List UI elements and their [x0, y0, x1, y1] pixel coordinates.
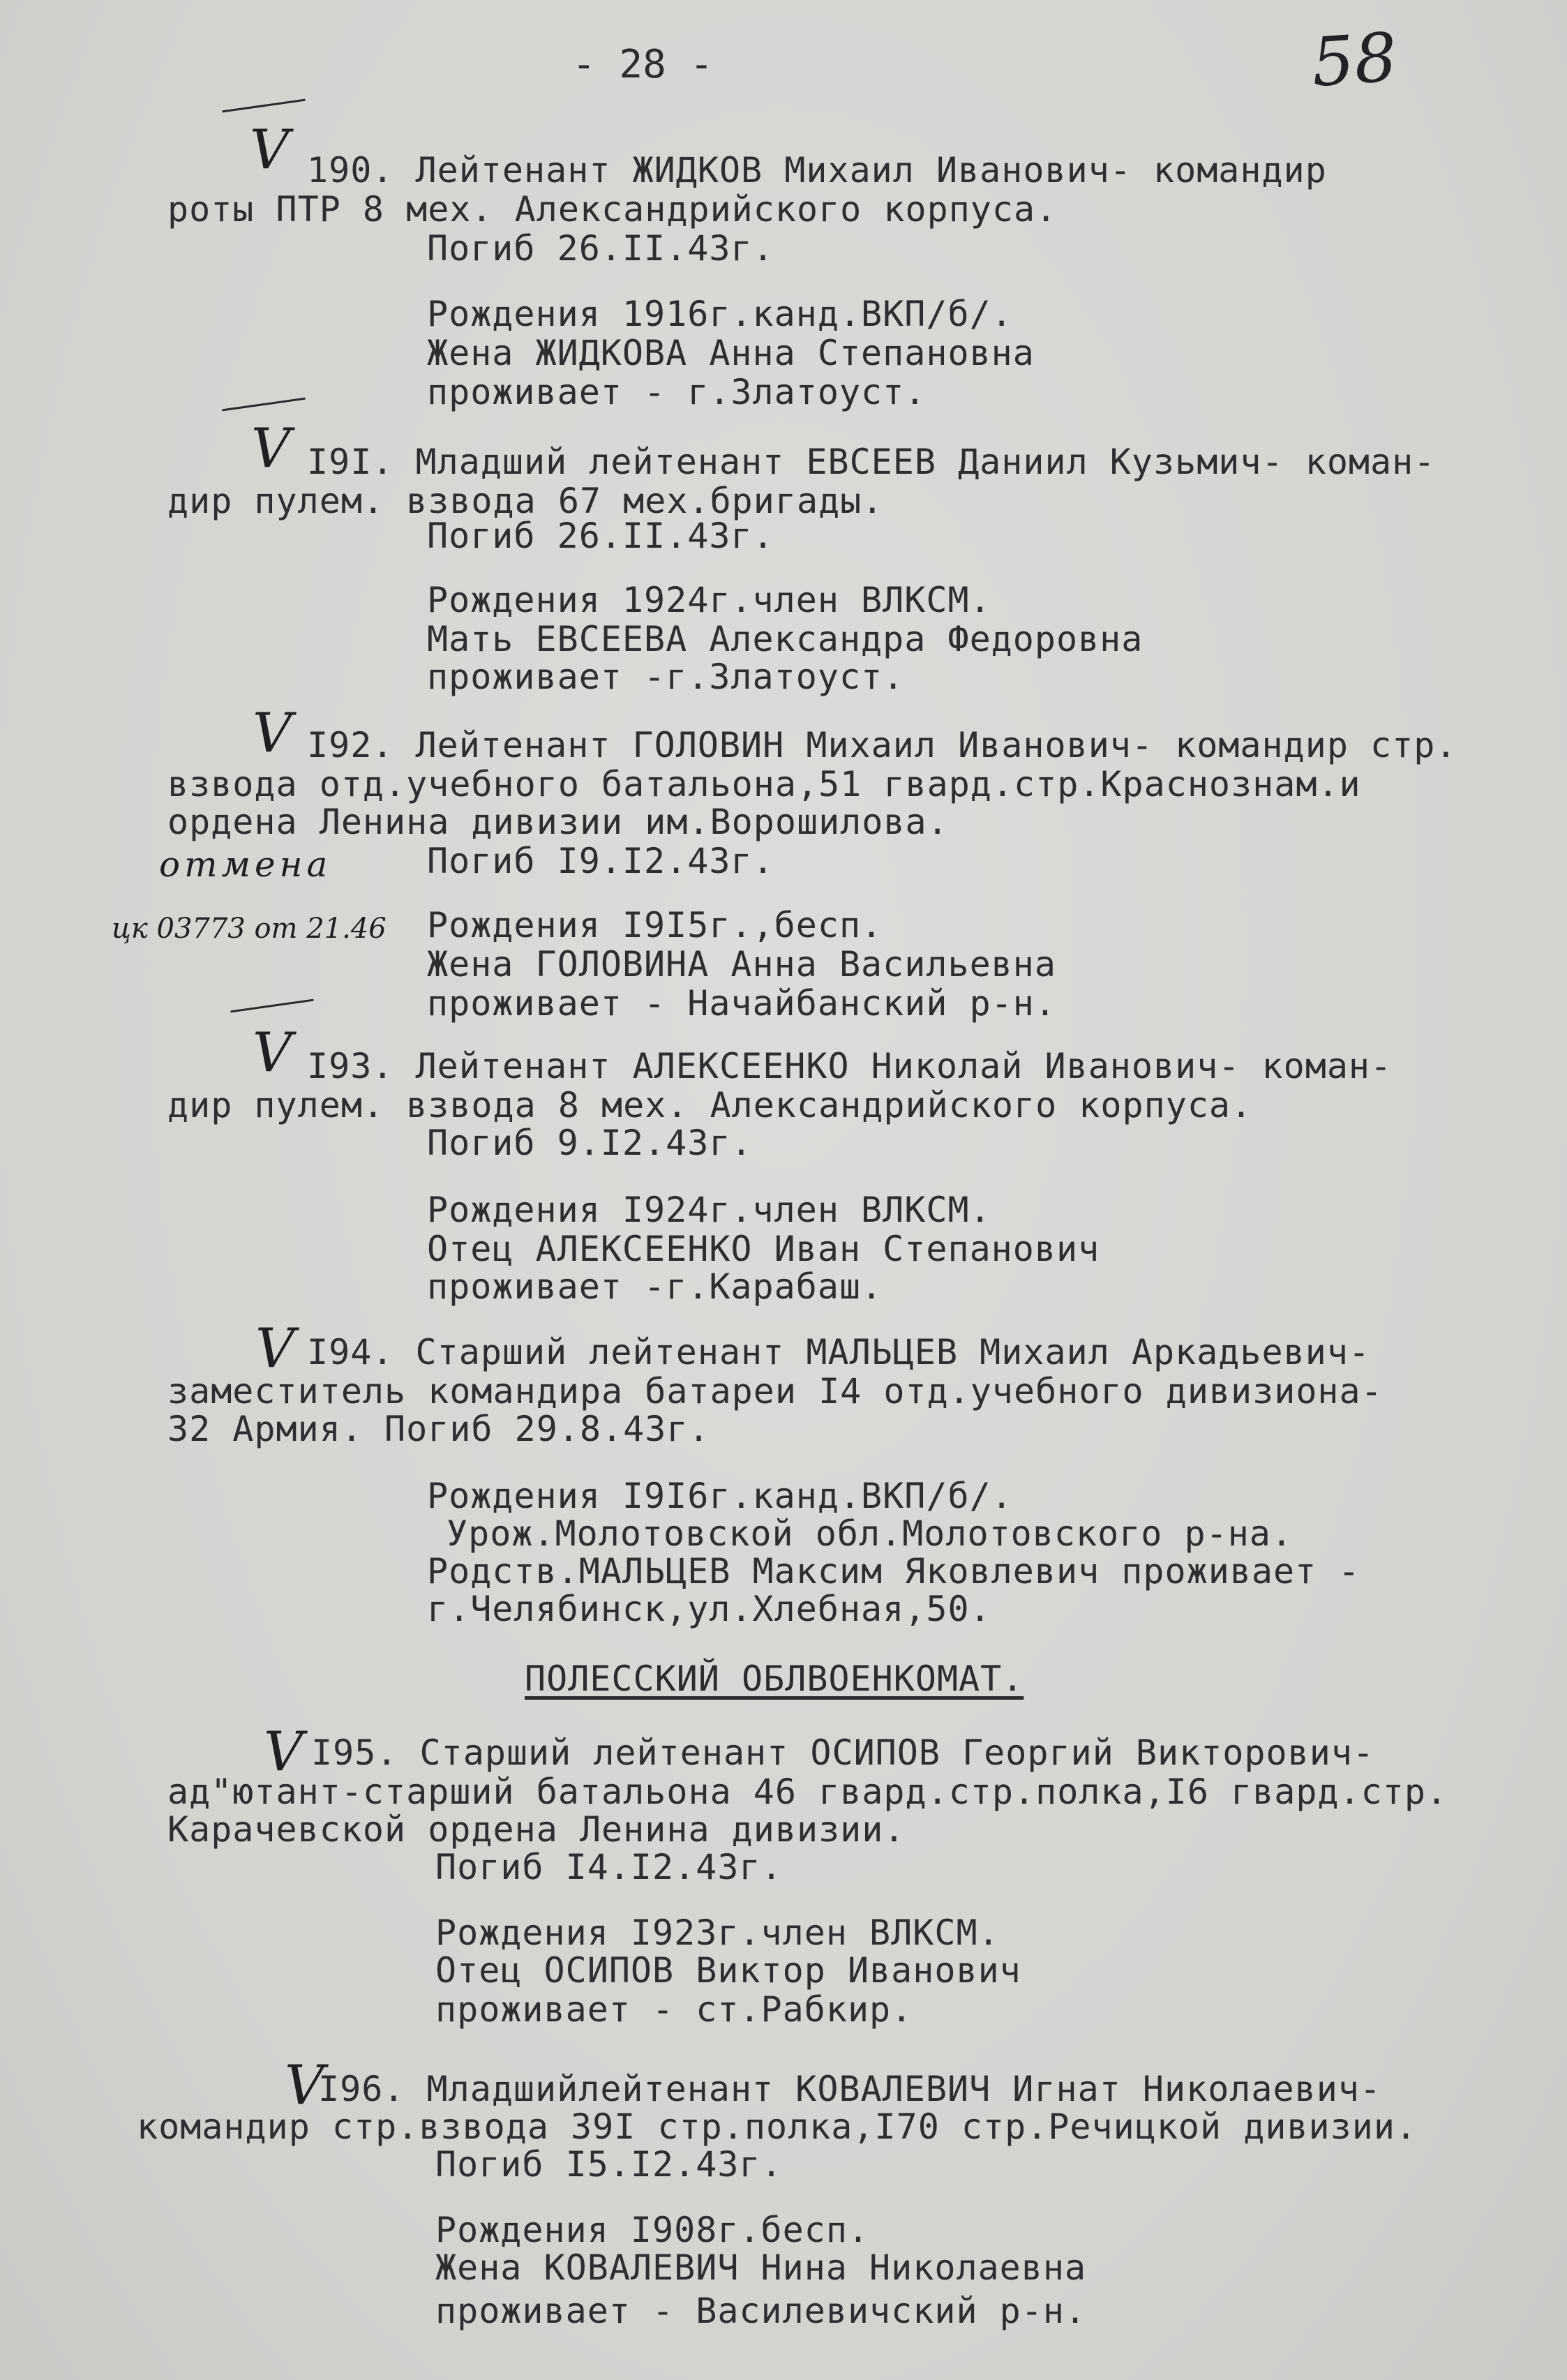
section-heading: ПОЛЕССКИЙ ОБЛВОЕНКОМАТ.	[525, 1659, 1024, 1699]
entry-195-line-2: ад"ютант-старший батальона 46 гвард.стр.полка,I6 гвард.стр.	[167, 1772, 1448, 1812]
entry-190-line-4: Рождения 1916г.канд.ВКП/б/.	[427, 294, 1013, 334]
entry-195-line-1: I95. Старший лейтенант ОСИПОВ Георгий Викторович-	[311, 1732, 1375, 1773]
checkmark-190: V	[250, 119, 290, 181]
entry-192-line-5: Рождения I9I5г.,бесп.	[427, 905, 883, 945]
entry-190-line-1: 190. Лейтенант ЖИДКОВ Михаил Иванович- командир	[307, 150, 1327, 190]
entry-192-line-1: I92. Лейтенант ГОЛОВИН Михаил Иванович- командир стр.	[307, 725, 1457, 765]
entry-192-line-2: взвода отд.учебного батальона,51 гвард.стр.Краснознам.и	[167, 764, 1361, 804]
entry-192-line-4: Погиб I9.I2.43г.	[427, 841, 774, 881]
entry-196-line-2: командир стр.взвода 39I стр.полка,I70 стр.Речицкой дивизии.	[137, 2106, 1418, 2147]
entry-193-line-1: I93. Лейтенант АЛЕКСЕЕНКО Николай Иванович- коман-	[307, 1046, 1393, 1086]
entry-195-line-4: Погиб I4.I2.43г.	[435, 1847, 783, 1887]
entry-193-line-3: Погиб 9.I2.43г.	[427, 1123, 753, 1163]
handwritten-dash	[222, 398, 305, 412]
checkmark-192: V	[253, 702, 292, 765]
checkmark-196: V	[285, 2054, 324, 2117]
entry-191-line-1: I9I. Младший лейтенант ЕВСЕЕВ Даниил Кузьмич- коман-	[307, 442, 1436, 482]
entry-195-line-3: Карачевской ордена Ленина дивизии.	[167, 1809, 906, 1850]
entry-195-line-7: проживает - ст.Рабкир.	[435, 1989, 913, 2030]
entry-193-line-4: Рождения I924г.член ВЛКСМ.	[427, 1190, 991, 1230]
entry-194-line-3: 32 Армия. Погиб 29.8.43г.	[167, 1409, 710, 1449]
handwritten-note-order-ref: цк 03773 от 21.46	[112, 913, 387, 945]
handwritten-note-otmena: отмена	[159, 844, 332, 885]
entry-190-line-3: Погиб 26.II.43г.	[427, 228, 774, 269]
checkmark-194: V	[255, 1317, 295, 1380]
entry-194-line-5: Урож.Молотовской обл.Молотовского р-на.	[447, 1513, 1293, 1554]
entry-193-line-6: проживает -г.Карабаш.	[427, 1266, 883, 1307]
page-number: - 28 -	[572, 42, 714, 87]
entry-196-line-5: Жена КОВАЛЕВИЧ Нина Николаевна	[435, 2247, 1087, 2288]
handwritten-folio-number: 58	[1309, 17, 1400, 103]
entry-192-line-6: Жена ГОЛОВИНА Анна Васильевна	[427, 944, 1056, 985]
entry-195-line-6: Отец ОСИПОВ Виктор Иванович	[435, 1950, 1021, 1991]
entry-190-line-2: роты ПТР 8 мех. Александрийского корпуса.	[167, 189, 1058, 230]
entry-193-line-2: дир пулем. взвода 8 мех. Александрийского корпуса.	[167, 1085, 1253, 1125]
entry-194-line-4: Рождения I9I6г.канд.ВКП/б/.	[427, 1476, 1013, 1516]
checkmark-195: V	[264, 1721, 303, 1783]
handwritten-dash	[222, 99, 305, 113]
entry-194-line-6: Родств.МАЛЬЦЕВ Максим Яковлевич проживает -	[427, 1551, 1360, 1592]
checkmark-191: V	[251, 417, 291, 480]
entry-195-line-5: Рождения I923г.член ВЛКСМ.	[435, 1913, 1000, 1953]
entry-191-line-4: Рождения 1924г.член ВЛКСМ.	[427, 580, 991, 620]
handwritten-dash	[230, 999, 313, 1013]
entry-191-line-5: Мать ЕВСЕЕВА Александра Федоровна	[427, 619, 1144, 659]
checkmark-193: V	[253, 1021, 292, 1084]
entry-192-line-7: проживает - Начайбанский р-н.	[427, 983, 1056, 1024]
entry-196-line-6: проживает - Василевичский р-н.	[435, 2291, 1087, 2331]
entry-194-line-2: заместитель командира батареи I4 отд.учебного дивизиона-	[167, 1371, 1383, 1412]
entry-192-line-3: ордена Ленина дивизии им.Ворошилова.	[167, 802, 949, 842]
entry-196-line-4: Рождения I908г.бесп.	[435, 2210, 870, 2250]
entry-194-line-7: г.Челябинск,ул.Хлебная,50.	[427, 1589, 991, 1629]
entry-190-line-6: проживает - г.Златоуст.	[427, 372, 927, 412]
entry-196-line-3: Погиб I5.I2.43г.	[435, 2144, 783, 2185]
entry-190-line-5: Жена ЖИДКОВА Анна Степановна	[427, 333, 1035, 373]
entry-191-line-6: проживает -г.Златоуст.	[427, 657, 905, 697]
entry-196-line-1: I96. Младшийлейтенант КОВАЛЕВИЧ Игнат Николаевич-	[318, 2069, 1382, 2109]
entry-193-line-5: Отец АЛЕКСЕЕНКО Иван Степанович	[427, 1229, 1100, 1269]
entry-194-line-1: I94. Старший лейтенант МАЛЬЦЕВ Михаил Аркадьевич-	[307, 1332, 1371, 1372]
entry-191-line-2: дир пулем. взвода 67 мех.бригады.	[167, 481, 884, 521]
entry-191-line-3: Погиб 26.II.43г.	[427, 516, 774, 556]
